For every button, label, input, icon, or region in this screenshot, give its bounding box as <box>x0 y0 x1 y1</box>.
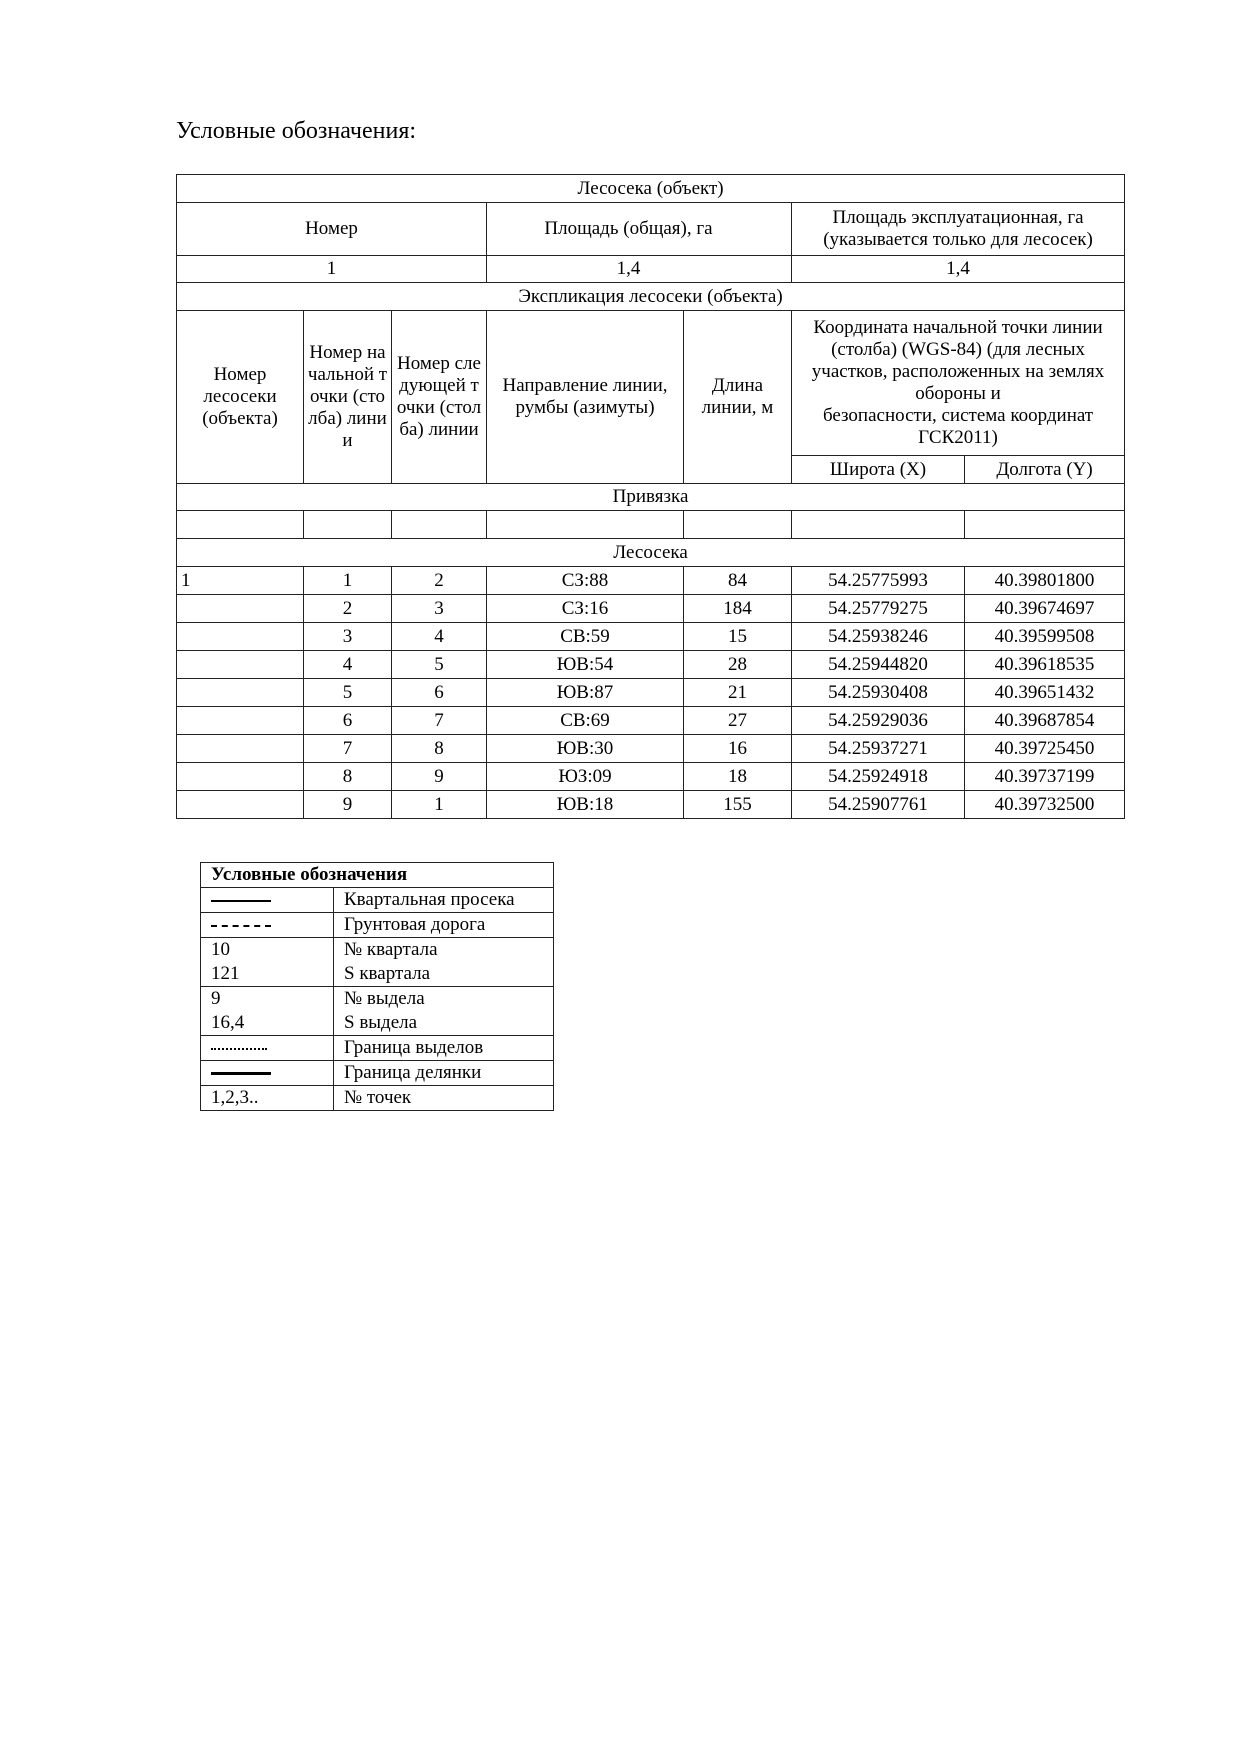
row-length: 18 <box>684 763 792 791</box>
col-header-coordinates-line-4: обороны и <box>915 383 1001 404</box>
table-cell <box>684 511 792 539</box>
legend-table <box>200 862 554 1111</box>
row-direction: ЮВ:54 <box>487 651 684 679</box>
legend-description-cell <box>334 938 554 987</box>
coordinate-rows <box>177 567 1125 819</box>
legend-quarter-number-symbol: 10 <box>211 939 230 960</box>
row-latitude: 54.25944820 <box>792 651 965 679</box>
row-latitude: 54.25938246 <box>792 623 965 651</box>
legend-symbol-cell <box>201 1036 334 1061</box>
plot-title: Лесосека <box>177 539 1125 567</box>
row-longitude: 40.39687854 <box>965 707 1125 735</box>
col-header-latitude: Широта (X) <box>792 456 965 484</box>
row-direction: СЗ:16 <box>487 595 684 623</box>
legend-quarter-number: № квартала <box>344 939 438 960</box>
legend-symbol-cell <box>201 888 334 913</box>
table-cell <box>304 511 392 539</box>
explication-table <box>176 174 1125 819</box>
row-length: 184 <box>684 595 792 623</box>
row-direction: ЮВ:87 <box>487 679 684 707</box>
table-row <box>177 651 1125 679</box>
row-direction: ЮВ:18 <box>487 791 684 819</box>
row-direction: ЮВ:30 <box>487 735 684 763</box>
row-latitude: 54.25930408 <box>792 679 965 707</box>
row-plot-number <box>177 595 304 623</box>
table-cell <box>487 511 684 539</box>
row-next-point: 2 <box>392 567 487 595</box>
legend-quarter-area-symbol: 121 <box>211 963 240 984</box>
table-cell <box>392 511 487 539</box>
row-next-point: 5 <box>392 651 487 679</box>
row-length: 21 <box>684 679 792 707</box>
binding-title: Привязка <box>177 484 1125 511</box>
legend-points-symbol: 1,2,3.. <box>201 1086 334 1111</box>
row-latitude: 54.25907761 <box>792 791 965 819</box>
table-cell <box>965 511 1125 539</box>
col-header-coordinates-line-6: ГСК2011) <box>918 427 998 448</box>
header-area-exploit-line-2: (указывается только для лесосек) <box>823 229 1093 250</box>
row-next-point: 3 <box>392 595 487 623</box>
col-header-start-point: Номер начальной точки (столба) линии <box>304 311 392 484</box>
col-header-coordinates <box>792 311 1125 456</box>
row-latitude: 54.25924918 <box>792 763 965 791</box>
table-cell <box>792 511 965 539</box>
row-direction: ЮЗ:09 <box>487 763 684 791</box>
row-direction: СВ:69 <box>487 707 684 735</box>
table-row <box>177 567 1125 595</box>
solid-line-symbol <box>211 900 271 902</box>
explication-title: Экспликация лесосеки (объекта) <box>177 283 1125 311</box>
header-area-exploit-line-1: Площадь эксплуатационная, га <box>832 207 1084 228</box>
row-next-point: 6 <box>392 679 487 707</box>
legend-symbol-cell <box>201 1061 334 1086</box>
row-plot-number <box>177 679 304 707</box>
table-row <box>177 791 1125 819</box>
row-longitude: 40.39618535 <box>965 651 1125 679</box>
row-longitude: 40.39737199 <box>965 763 1125 791</box>
row-longitude: 40.39801800 <box>965 567 1125 595</box>
value-area-total: 1,4 <box>487 256 792 283</box>
row-latitude: 54.25775993 <box>792 567 965 595</box>
table-row <box>177 595 1125 623</box>
row-length: 28 <box>684 651 792 679</box>
legend-description-cell <box>334 987 554 1036</box>
row-start-point: 6 <box>304 707 392 735</box>
col-header-coordinates-line-3: участков, расположенных на землях <box>811 361 1105 382</box>
row-start-point: 3 <box>304 623 392 651</box>
row-next-point: 7 <box>392 707 487 735</box>
row-length: 15 <box>684 623 792 651</box>
row-next-point: 9 <box>392 763 487 791</box>
header-area-total: Площадь (общая), га <box>487 203 792 256</box>
row-longitude: 40.39725450 <box>965 735 1125 763</box>
row-next-point: 1 <box>392 791 487 819</box>
col-header-length: Длина линии, м <box>684 311 792 484</box>
col-header-coordinates-line-2: (столба) (WGS-84) (для лесных <box>831 339 1085 360</box>
row-plot-number <box>177 735 304 763</box>
row-start-point: 7 <box>304 735 392 763</box>
row-latitude: 54.25779275 <box>792 595 965 623</box>
binding-row <box>177 511 1125 539</box>
legend-section-area-symbol: 16,4 <box>211 1012 245 1033</box>
legend-symbol-cell <box>201 938 334 987</box>
row-plot-number <box>177 791 304 819</box>
row-plot-number <box>177 707 304 735</box>
row-longitude: 40.39599508 <box>965 623 1125 651</box>
header-number: Номер <box>177 203 487 256</box>
bold-line-symbol <box>211 1072 271 1075</box>
value-number: 1 <box>177 256 487 283</box>
legend-section-number-symbol: 9 <box>211 988 221 1009</box>
table-row <box>177 735 1125 763</box>
legend-section-number: № выдела <box>344 988 425 1009</box>
col-header-plot: Номер лесосеки (объекта) <box>177 311 304 484</box>
col-header-longitude: Долгота (Y) <box>965 456 1125 484</box>
row-longitude: 40.39651432 <box>965 679 1125 707</box>
table-cell <box>177 511 304 539</box>
page-heading: Условные обозначения: <box>176 118 417 144</box>
header-area-exploit <box>792 203 1125 256</box>
row-start-point: 5 <box>304 679 392 707</box>
col-header-coordinates-line-1: Координата начальной точки линии <box>813 317 1103 338</box>
legend-title: Условные обозначения <box>201 863 554 888</box>
table-row <box>177 763 1125 791</box>
row-next-point: 4 <box>392 623 487 651</box>
row-length: 16 <box>684 735 792 763</box>
legend-points: № точек <box>334 1086 554 1111</box>
row-start-point: 1 <box>304 567 392 595</box>
col-header-next-point: Номер следующей точки (столба) линии <box>392 311 487 484</box>
row-direction: СЗ:88 <box>487 567 684 595</box>
legend-quarter-area: S квартала <box>344 963 431 984</box>
row-start-point: 4 <box>304 651 392 679</box>
value-area-exploit: 1,4 <box>792 256 1125 283</box>
row-plot-number <box>177 763 304 791</box>
legend-section-border: Граница выделов <box>334 1036 554 1061</box>
legend-symbol-cell <box>201 987 334 1036</box>
legend-section-area: S выдела <box>344 1012 418 1033</box>
row-longitude: 40.39674697 <box>965 595 1125 623</box>
dotted-line-symbol <box>211 1048 267 1050</box>
row-latitude: 54.25937271 <box>792 735 965 763</box>
legend-dirt-road: Грунтовая дорога <box>334 913 554 938</box>
row-plot-number <box>177 651 304 679</box>
row-start-point: 9 <box>304 791 392 819</box>
col-header-direction: Направление линии, румбы (азимуты) <box>487 311 684 484</box>
row-next-point: 8 <box>392 735 487 763</box>
row-start-point: 2 <box>304 595 392 623</box>
row-start-point: 8 <box>304 763 392 791</box>
row-length: 27 <box>684 707 792 735</box>
row-length: 155 <box>684 791 792 819</box>
row-direction: СВ:59 <box>487 623 684 651</box>
table-row <box>177 679 1125 707</box>
legend-quarter-line: Квартальная просека <box>334 888 554 913</box>
table-row <box>177 623 1125 651</box>
legend-plot-border: Граница делянки <box>334 1061 554 1086</box>
legend-symbol-cell <box>201 913 334 938</box>
object-title: Лесосека (объект) <box>177 175 1125 203</box>
row-longitude: 40.39732500 <box>965 791 1125 819</box>
row-latitude: 54.25929036 <box>792 707 965 735</box>
row-length: 84 <box>684 567 792 595</box>
row-plot-number: 1 <box>177 567 304 595</box>
dashed-line-symbol <box>211 925 271 927</box>
row-plot-number <box>177 623 304 651</box>
table-row <box>177 707 1125 735</box>
col-header-coordinates-line-5: безопасности, система координат <box>822 405 1094 426</box>
